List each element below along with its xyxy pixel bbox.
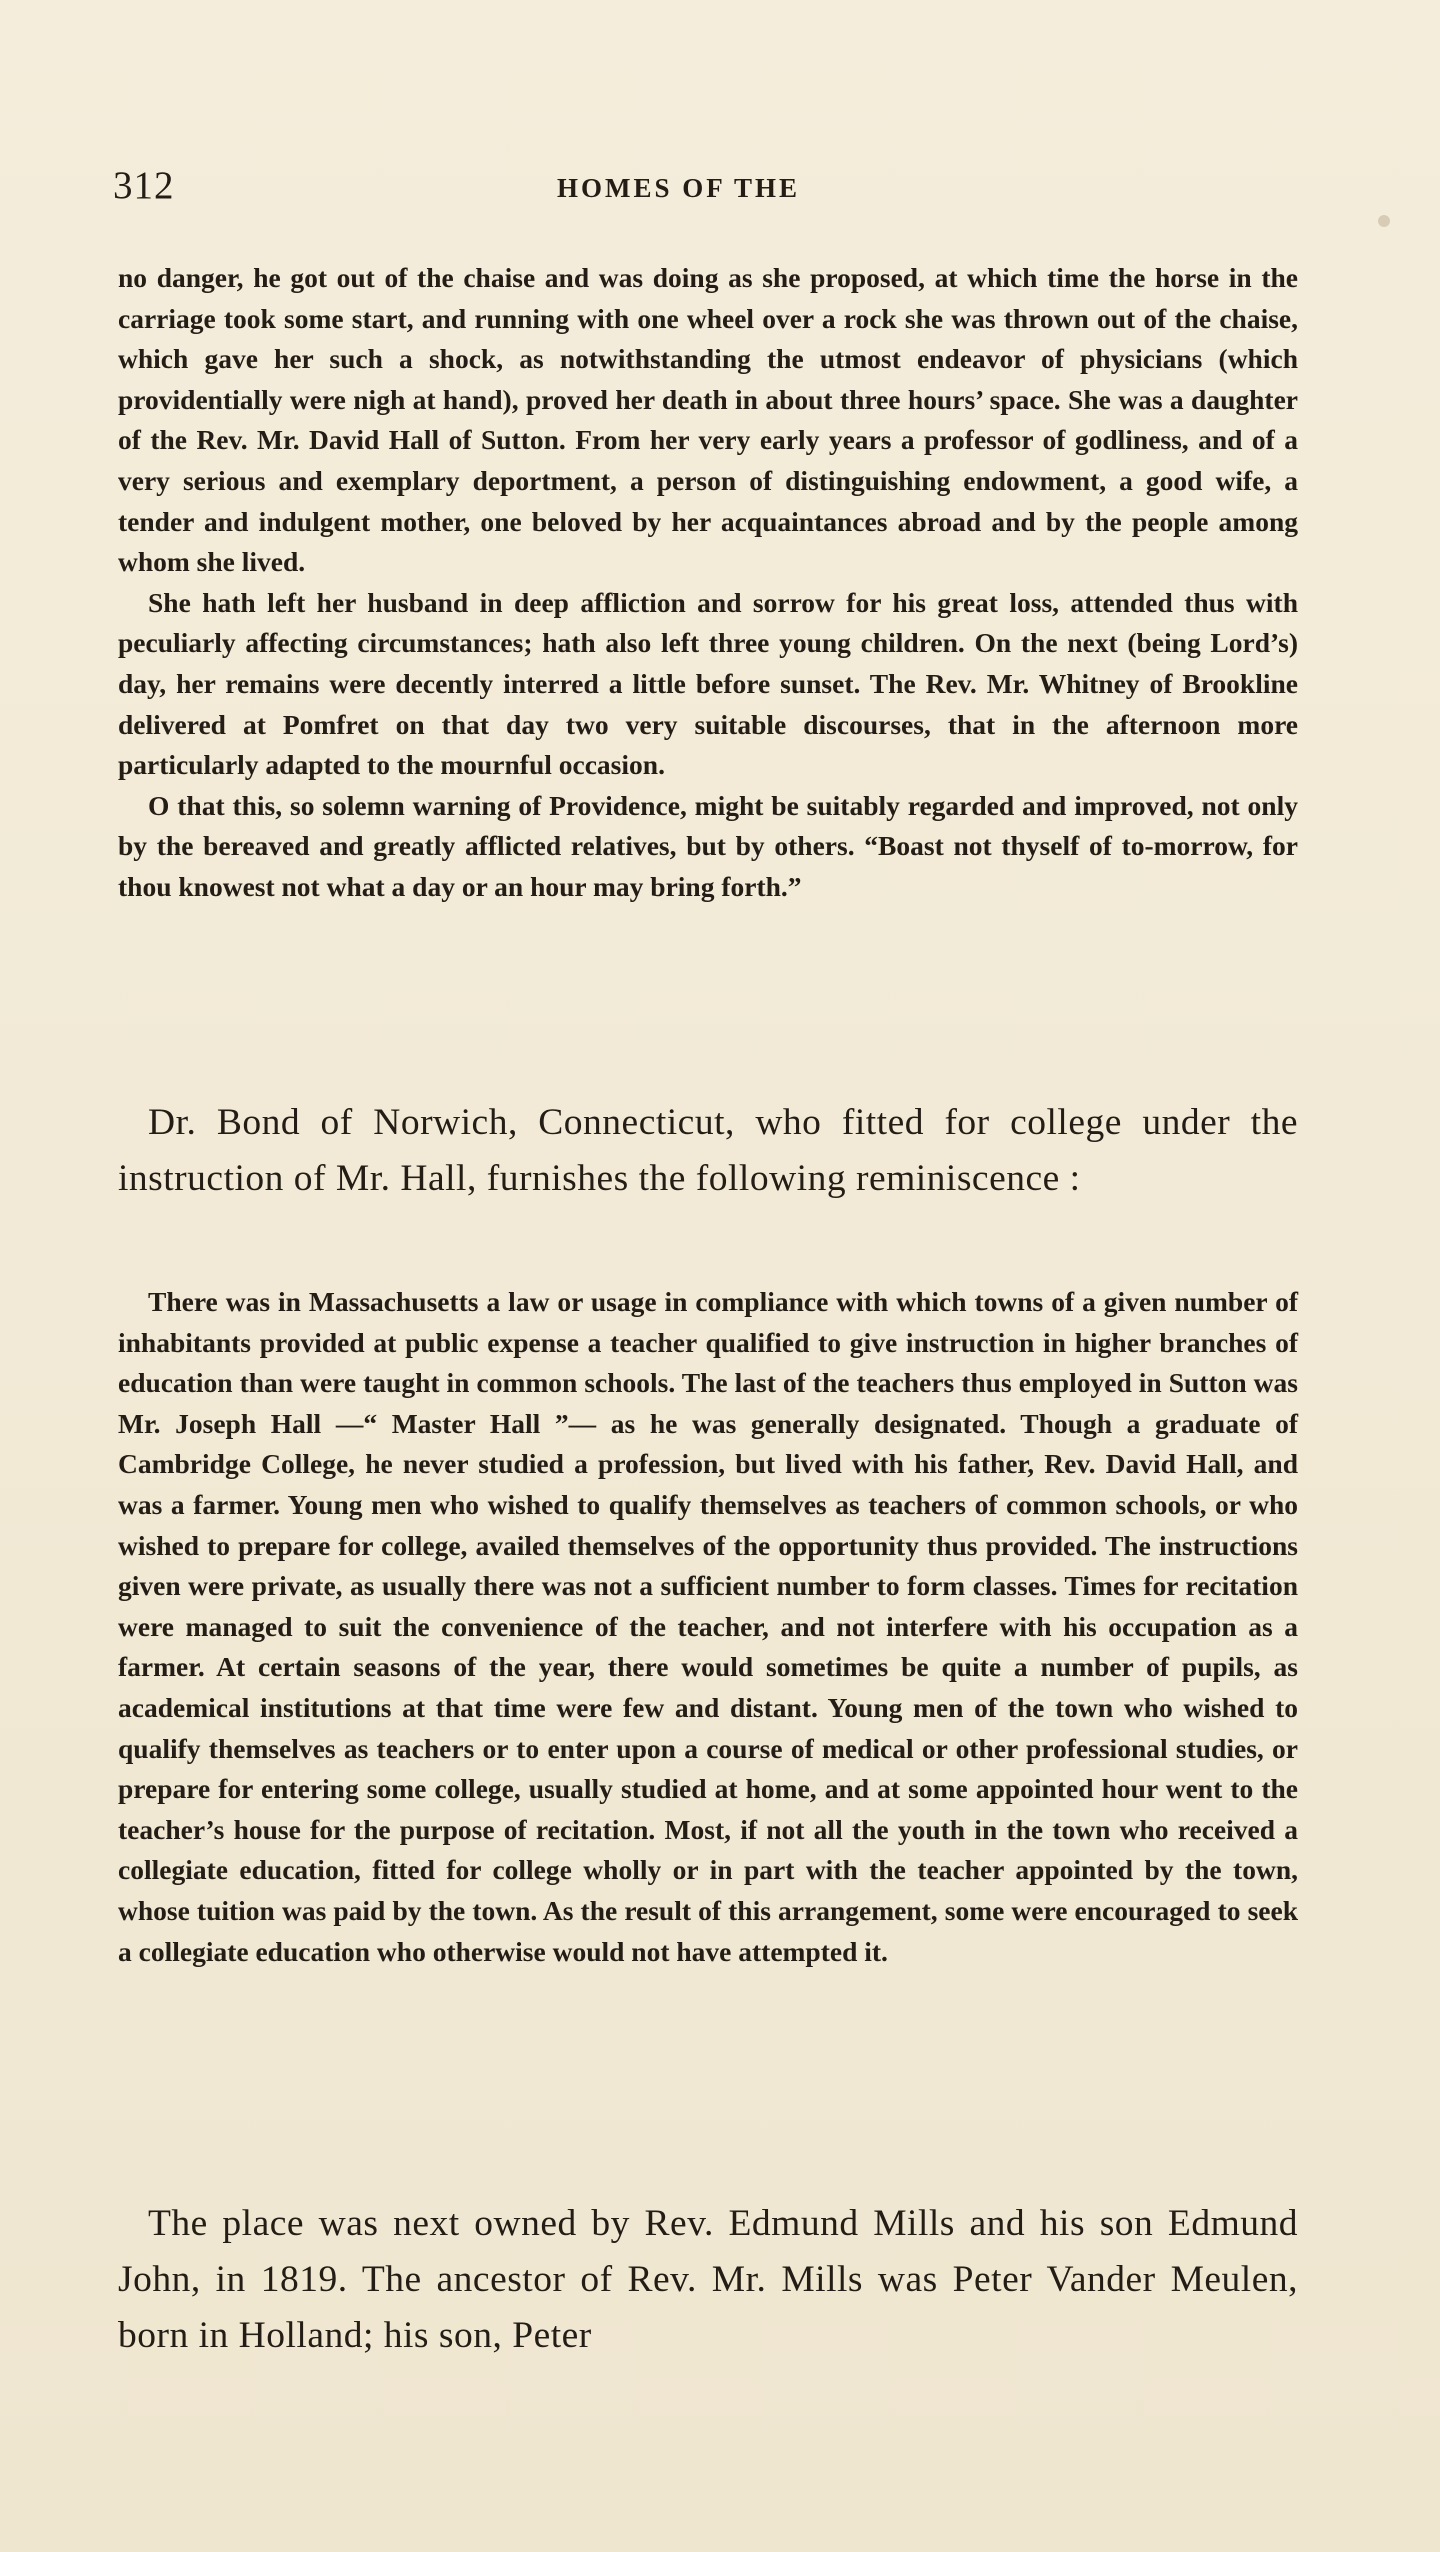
letter-quote [118, 258, 1298, 908]
page-header [113, 163, 1303, 223]
letter-paragraph: O that this, so solemn warning of Providence, might be suitably regarded and improved, not only by the bereaved and greatly afflicted relatives, but by others. “Boast not thyself of to-morrow, for thou knowest not what a day or an hour may bring forth.” [118, 789, 1298, 902]
letter-paragraph: no danger, he got out of the chaise and was doing as she proposed, at which time the horse in the carriage took some start, and running with one wheel over a rock she was thrown out of the chaise, which gave her such a shock, as notwithstanding the utmost endeavor of physicians (which providentially were nigh at hand), proved her death in about three hours’ space. She was a daughter of the Rev. Mr. David Hall of Sutton. From her very early years a professor of godliness, and of a very serious and exemplary deportment, a person of distinguishing endowment, a good wife, a tender and indulgent mother, one beloved by her acquaintances abroad and by the people among whom she lived. [118, 262, 1298, 578]
reminiscence-intro [118, 1095, 1298, 1207]
page-number: 312 [113, 164, 175, 207]
letter-paragraph: She hath left her husband in deep affliction and sorrow for his great loss, attended thus with peculiarly affecting circumstances; hath also left three young children. On the next (being Lord’s) day, her remains were decently interred a little before sunset. The Rev. Mr. Whitney of Brookline delivered at Pomfret on that day two very suitable discourses, that in the afternoon more particularly adapted to the mournful occasion. [118, 586, 1298, 781]
paper-blemish [1378, 215, 1390, 227]
reminiscence-quote [118, 1282, 1298, 1972]
reminiscence-intro-paragraph: Dr. Bond of Norwich, Connecticut, who fitted for college under the instruction of Mr. Hall, furnishes the following reminiscence : [118, 1102, 1298, 1199]
narrative [118, 2196, 1298, 2364]
narrative-paragraph: The place was next owned by Rev. Edmund Mills and his son Edmund John, in 1819. The ancestor of Rev. Mr. Mills was Peter Vander Meulen, born in Holland; his son, Peter [118, 2203, 1298, 2356]
reminiscence-paragraph: There was in Massachusetts a law or usage in compliance with which towns of a given number of inhabitants provided at public expense a teacher qualified to give instruction in higher branches of education than were taught in common schools. The last of the teachers thus employed in Sutton was Mr. Joseph Hall —“ Master Hall ”— as he was generally designated. Though a graduate of Cambridge College, he never studied a profession, but lived with his father, Rev. David Hall, and was a farmer. Young men who wished to qualify themselves as teachers of common schools, or who wished to prepare for college, availed themselves of the opportunity thus provided. The instructions given were private, as usually there was not a sufficient number to form classes. Times for recitation were managed to suit the convenience of the teacher, and not interfere with his occupation as a farmer. At certain seasons of the year, there would sometimes be quite a number of pupils, as academical institutions at that time were few and distant. Young men of the town who wished to qualify themselves as teachers or to enter upon a course of medical or other professional studies, or prepare for entering some college, usually studied at home, and at some appointed hour went to the teacher’s house for the purpose of recitation. Most, if not all the youth in the town who received a collegiate education, fitted for college wholly or in part with the teacher appointed by the town, whose tuition was paid by the town. As the result of this arrangement, some were encouraged to seek a collegiate education who otherwise would not have attempted it. [118, 1286, 1298, 1967]
running-head: HOMES OF THE [557, 173, 801, 203]
